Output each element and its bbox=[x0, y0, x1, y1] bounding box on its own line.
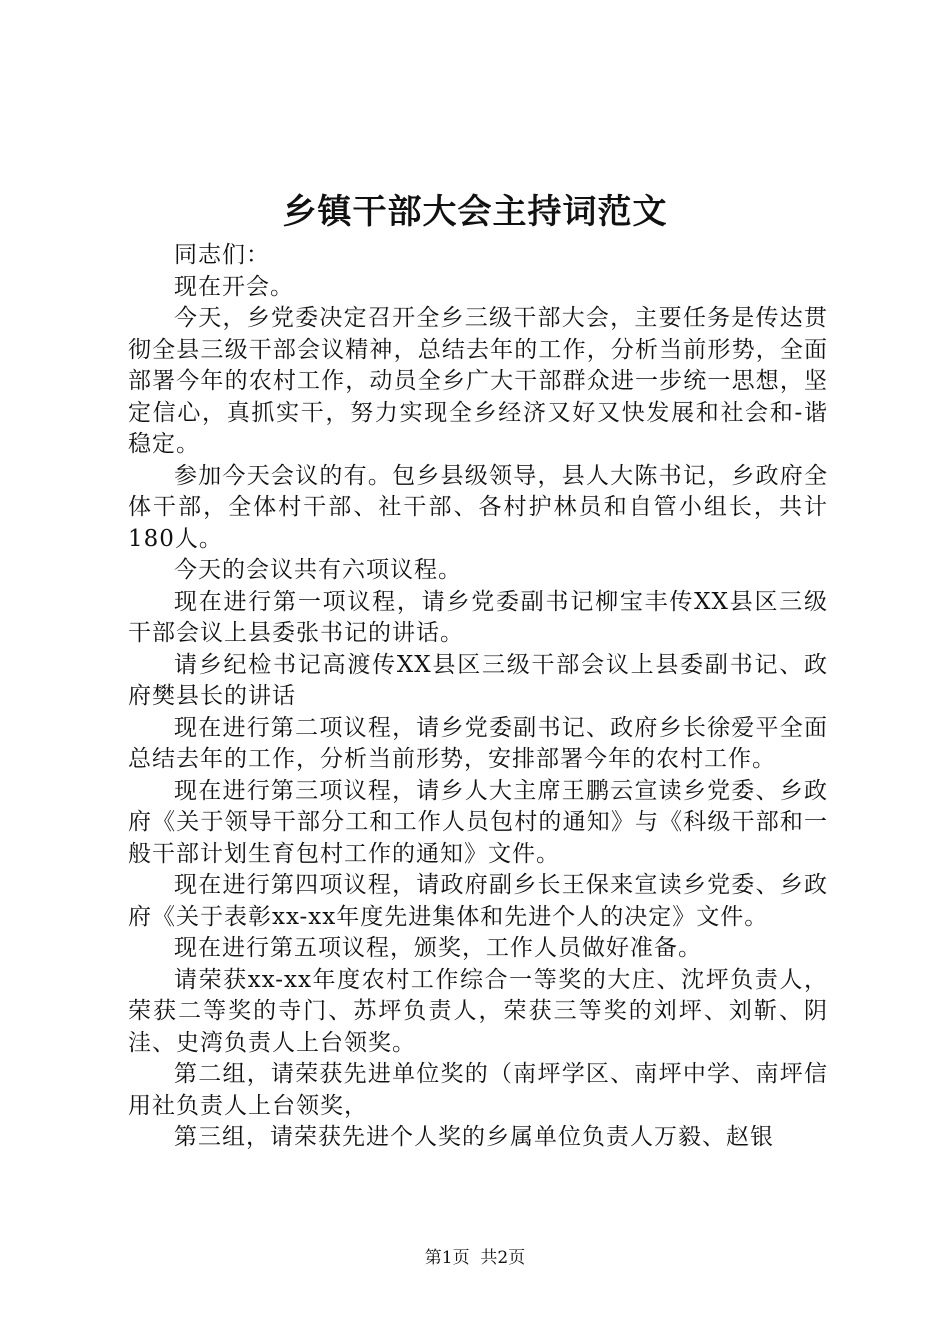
paragraph-salutation: 同志们： bbox=[174, 242, 270, 268]
paragraph-agenda-1: 现在进行第一项议程，请乡党委副书记柳宝丰传XX县区三级干部会议上县委张书记的讲话。 bbox=[128, 588, 828, 646]
paragraph-opening: 现在开会。 bbox=[174, 273, 294, 300]
paragraph-agenda-count: 今天的会议共有六项议程。 bbox=[174, 557, 462, 583]
paragraph-agenda-2: 现在进行第二项议程，请乡党委副书记、政府乡长徐爱平全面总结去年的工作，分析当前形势，安排部署今年的农村工作。 bbox=[128, 714, 828, 772]
page-footer: 第1页 共2页 bbox=[424, 1248, 526, 1268]
paragraph-agenda-1b: 请乡纪检书记高渡传XX县区三级干部会议上县委副书记、政府樊县长的讲话 bbox=[128, 651, 828, 709]
document-title: 乡镇干部大会主持词范文 bbox=[282, 192, 668, 232]
document-body bbox=[128, 240, 828, 1154]
paragraph-awards-group-2: 第二组，请荣获先进单位奖的（南坪学区、南坪中学、南坪信用社负责人上台领奖， bbox=[128, 1061, 828, 1119]
paragraph-awards-group-1: 请荣获xx-xx年度农村工作综合一等奖的大庄、沈坪负责人，荣获二等奖的寺门、苏坪负责人，荣获三等奖的刘坪、刘靳、阴洼、史湾负责人上台领奖。 bbox=[128, 966, 828, 1056]
paragraph-agenda-3: 现在进行第三项议程，请乡人大主席王鹏云宣读乡党委、乡政府《关于领导干部分工和工作人员包村的通知》与《科级干部和一般干部计划生育包村工作的通知》文件。 bbox=[128, 777, 828, 867]
paragraph-agenda-5: 现在进行第五项议程，颁奖，工作人员做好准备。 bbox=[174, 935, 702, 961]
paragraph-attendees: 参加今天会议的有。包乡县级领导，县人大陈书记，乡政府全体干部，全体村干部、社干部、各村护林员和自管小组长，共计180人。 bbox=[128, 462, 828, 552]
paragraph-agenda-4: 现在进行第四项议程，请政府副乡长王保来宣读乡党委、乡政府《关于表彰xx-xx年度先进集体和先进个人的决定》文件。 bbox=[128, 872, 828, 930]
paragraph-purpose: 今天，乡党委决定召开全乡三级干部大会，主要任务是传达贯彻全县三级干部会议精神，总结去年的工作，分析当前形势，全面部署今年的农村工作，动员全乡广大干部群众进一步统一思想，坚定信心，真抓实干，努力实现全乡经济又好又快发展和社会和-谐稳定。 bbox=[128, 305, 828, 457]
paragraph-awards-group-3: 第三组，请荣获先进个人奖的乡属单位负责人万毅、赵银 bbox=[174, 1124, 774, 1150]
